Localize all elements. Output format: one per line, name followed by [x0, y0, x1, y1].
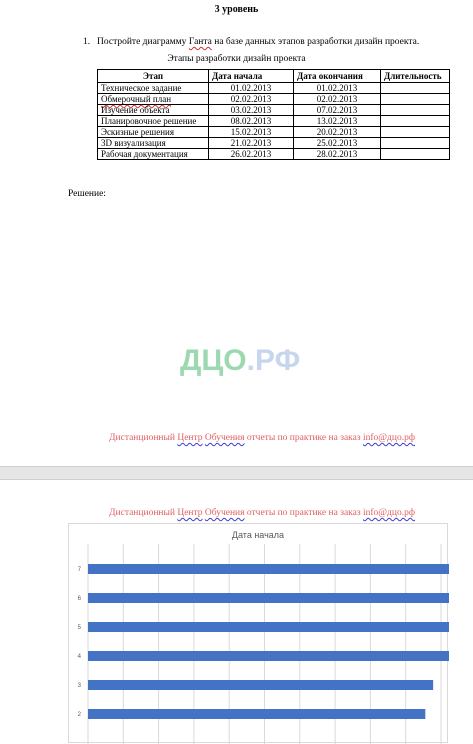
chart-bar-6[interactable]	[88, 593, 449, 603]
stages-table	[97, 69, 450, 160]
header-ad-flag1: Центр	[177, 508, 203, 518]
cell-duration[interactable]	[381, 83, 450, 94]
chart-bar-5[interactable]	[88, 622, 449, 632]
header-ad-text1: Дистанционный	[109, 508, 178, 518]
chart-bar-2[interactable]	[88, 709, 425, 719]
table-header-row	[98, 70, 450, 83]
cell-start: 15.02.2013	[209, 127, 294, 138]
cell-start: 02.02.2013	[209, 94, 294, 105]
header-ad-email-link[interactable]: info@дцо.рф	[363, 508, 415, 518]
cell-duration[interactable]	[381, 138, 450, 149]
document-page-2	[0, 480, 473, 734]
chart-y-tick-label: 2	[77, 712, 81, 718]
page-separator	[0, 466, 473, 480]
chart-y-tick-label: 5	[77, 625, 81, 631]
footer-ad-text1: Дистанционный	[109, 433, 178, 443]
cell-duration[interactable]	[381, 94, 450, 105]
header-end: Дата окончания	[294, 70, 381, 83]
cell-stage: 3D визуализация	[98, 138, 209, 149]
chart-bar-7[interactable]	[88, 564, 449, 574]
cell-duration[interactable]	[381, 116, 450, 127]
table-row	[98, 94, 450, 105]
cell-duration[interactable]	[381, 127, 450, 138]
chart-y-tick-label: 3	[77, 683, 81, 689]
cell-start: 03.02.2013	[209, 105, 294, 116]
cell-end: 20.02.2013	[294, 127, 381, 138]
cell-stage: Обмерочный план	[98, 94, 209, 105]
header-stage: Этап	[98, 70, 209, 83]
table-row	[98, 149, 450, 160]
cell-start: 21.02.2013	[209, 138, 294, 149]
task-text-before: Постройте диаграмму	[97, 37, 189, 47]
cell-stage: Рабочая документация	[98, 149, 209, 160]
footer-ad-flag2: Обучения	[204, 433, 245, 443]
cell-end: 01.02.2013	[294, 83, 381, 94]
header-ad-flag2: Обучения	[204, 508, 245, 518]
chart-y-tick-label: 6	[77, 596, 81, 602]
watermark-part2: .РФ	[246, 344, 301, 377]
table-caption: Этапы разработки дизайн проекта	[167, 54, 306, 64]
cell-stage: Планировочное решение	[98, 116, 209, 127]
chart-bar-3[interactable]	[88, 680, 433, 690]
task-number: 1.	[83, 37, 91, 47]
chart-title: Дата начала	[231, 530, 285, 540]
table-row	[98, 105, 450, 116]
chart-bar-4[interactable]	[88, 651, 449, 661]
table-row	[98, 138, 450, 149]
cell-start: 08.02.2013	[209, 116, 294, 127]
cell-start: 26.02.2013	[209, 149, 294, 160]
header-ad-text3: отчеты по практике на заказ	[244, 508, 363, 518]
cell-end: 28.02.2013	[294, 149, 381, 160]
cell-stage: Изучение объекта	[98, 105, 209, 116]
footer-ad-flag1: Центр	[177, 433, 203, 443]
cell-end: 13.02.2013	[294, 116, 381, 127]
level-heading: 3 уровень	[214, 4, 259, 15]
chart-y-tick-label: 4	[77, 654, 81, 660]
cell-duration[interactable]	[381, 149, 450, 160]
gantt-chart[interactable]	[68, 523, 448, 743]
task-item	[83, 37, 419, 47]
chart-plot-area	[69, 524, 449, 744]
solution-label: Решение:	[68, 189, 106, 199]
footer-ad-text3: отчеты по практике на заказ	[244, 433, 363, 443]
chart-y-tick-label: 7	[77, 567, 81, 573]
table-row	[98, 127, 450, 138]
table-row	[98, 116, 450, 127]
cell-end: 25.02.2013	[294, 138, 381, 149]
watermark-part1: ДЦО	[180, 344, 247, 377]
cell-stage: Техническое задание	[98, 83, 209, 94]
cell-start: 01.02.2013	[209, 83, 294, 94]
cell-end: 02.02.2013	[294, 94, 381, 105]
header-duration: Длительность	[381, 70, 450, 83]
cell-stage: Эскизные решения	[98, 127, 209, 138]
cell-duration[interactable]	[381, 105, 450, 116]
footer-ad-email-link[interactable]: info@дцо.рф	[363, 433, 415, 443]
task-text-after: на базе данных этапов разработки дизайн проекта.	[211, 37, 420, 47]
task-text-flagged[interactable]: Ганта	[188, 37, 212, 47]
table-row	[98, 83, 450, 94]
watermark-logo	[180, 344, 300, 378]
cell-end: 07.02.2013	[294, 105, 381, 116]
header-start: Дата начала	[209, 70, 294, 83]
